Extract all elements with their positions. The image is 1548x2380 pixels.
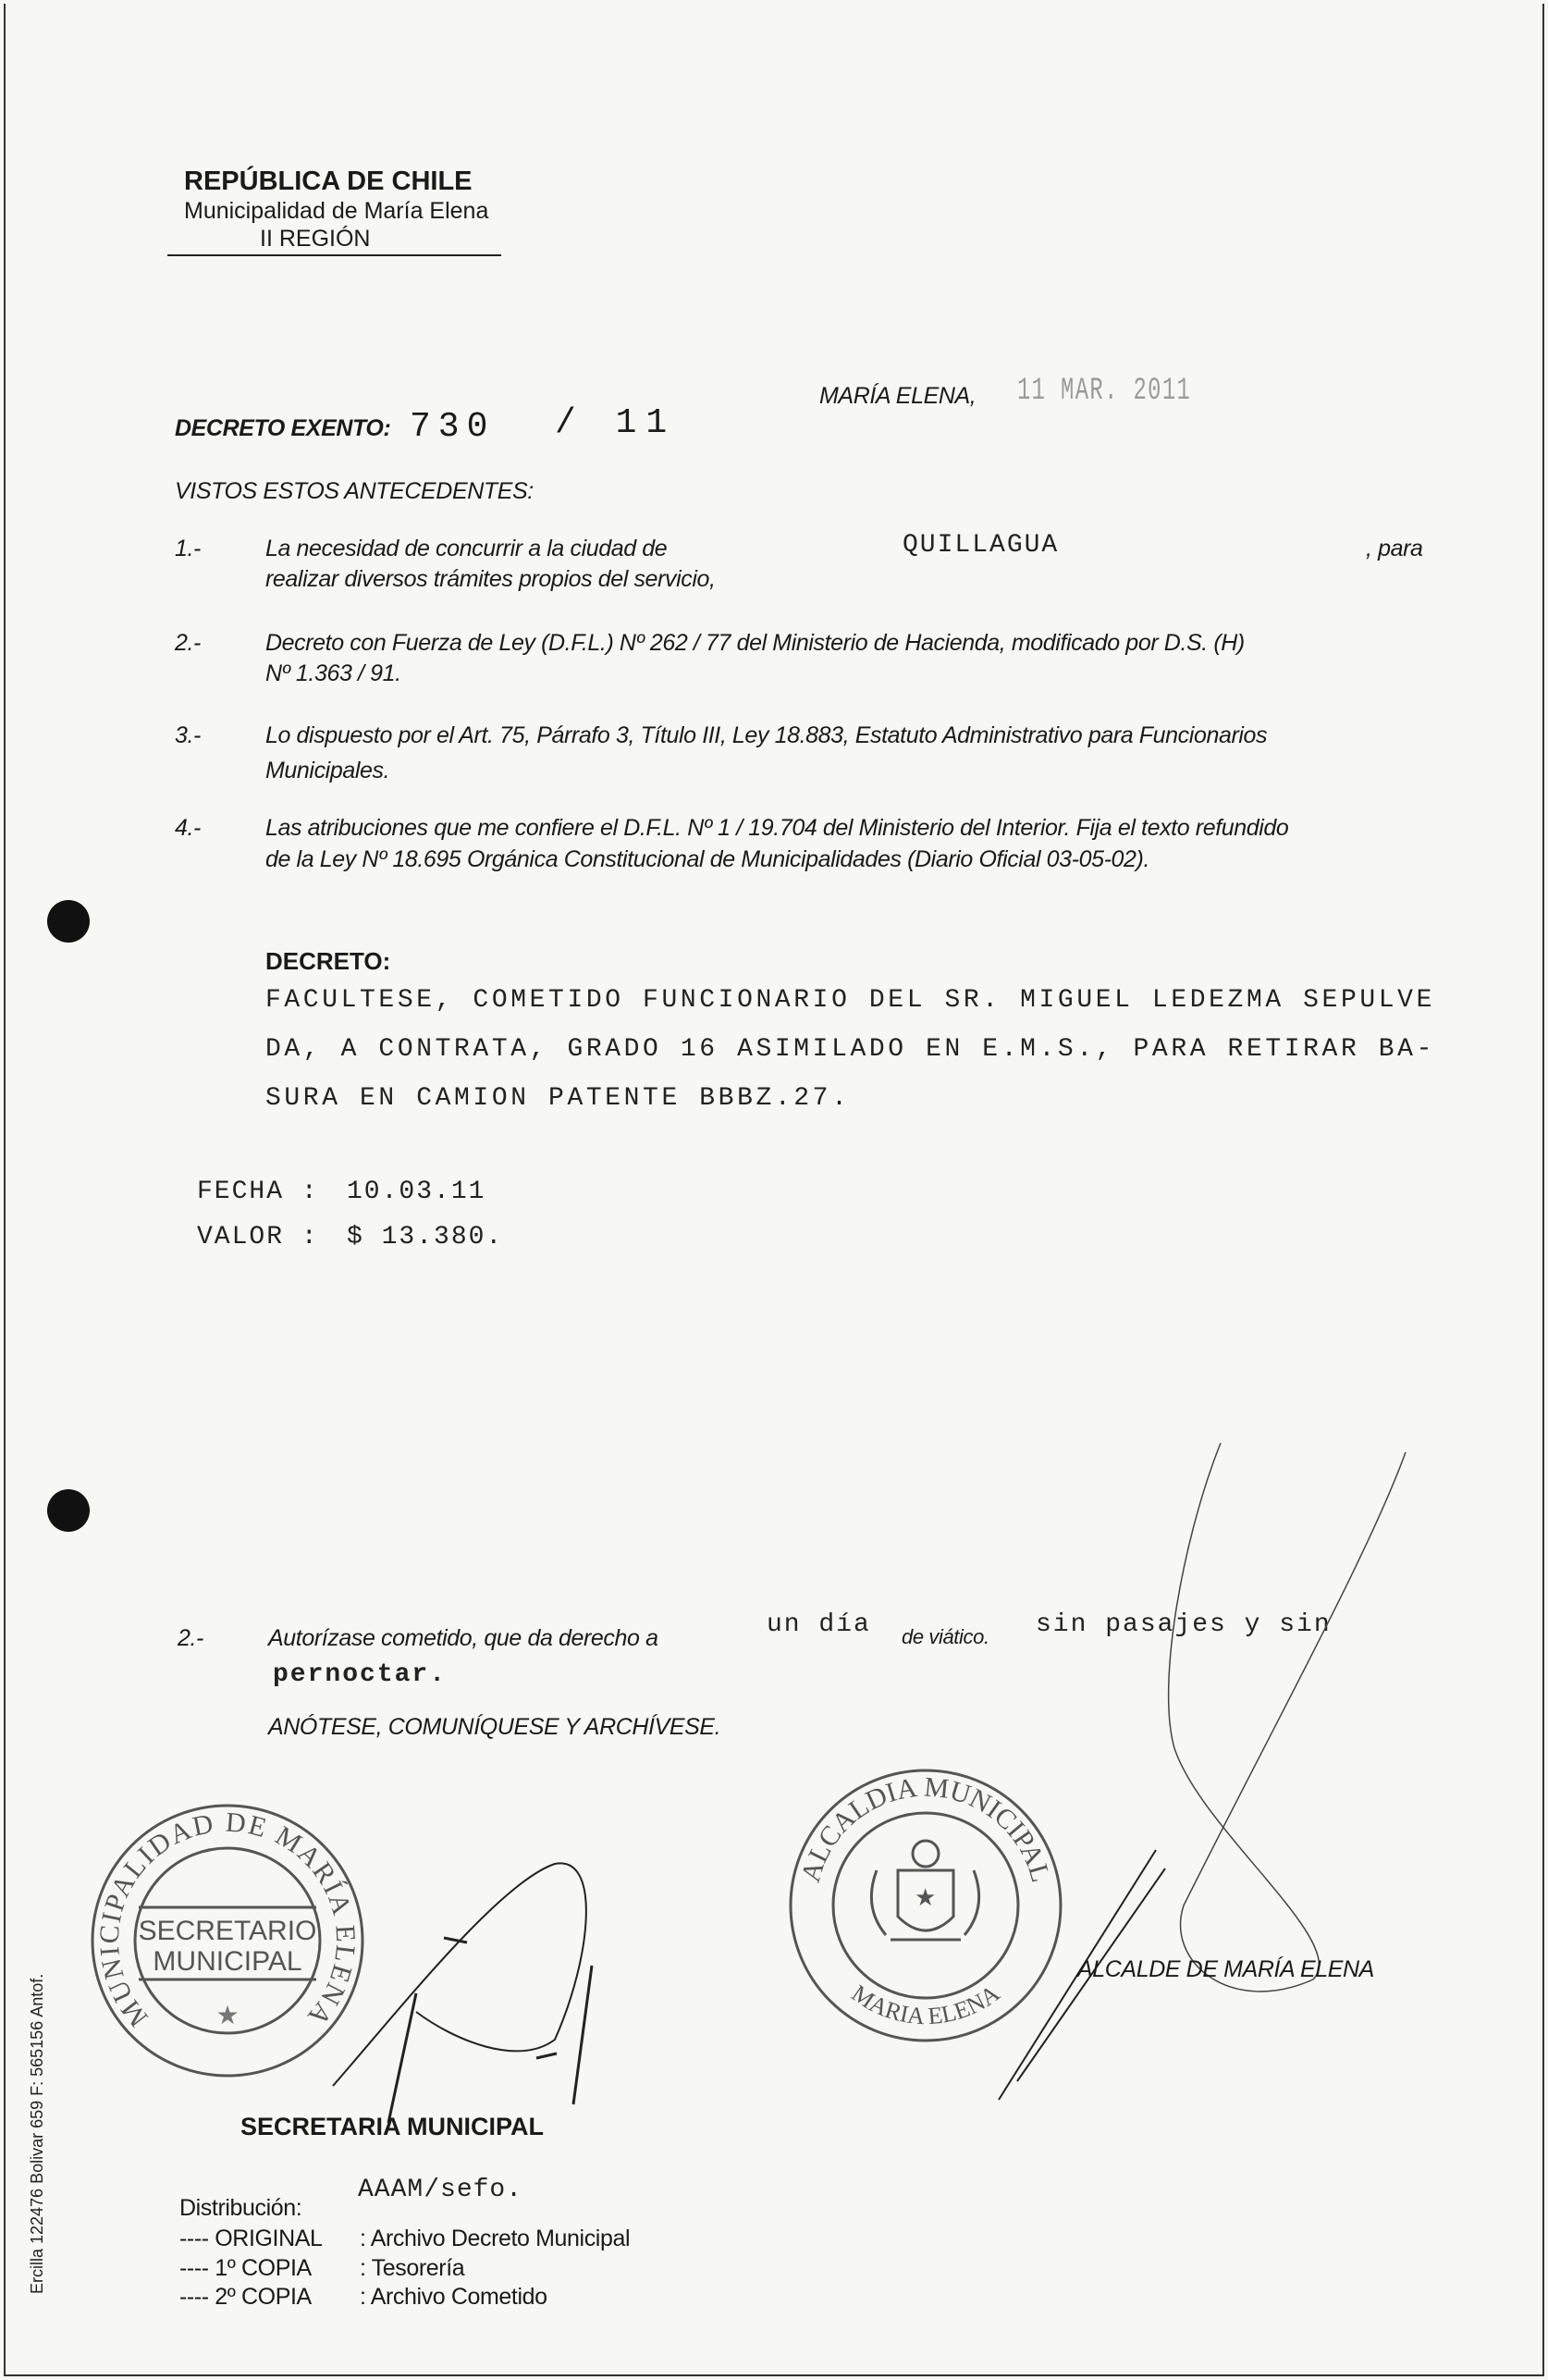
valor-value: $ 13.380.	[347, 1223, 504, 1252]
seal-ring-text: MUNICIPALIDAD DE MARÍA ELENA	[93, 1807, 362, 2033]
header-region: II REGIÓN	[260, 226, 371, 252]
distribution-copy: ---- 2º COPIA	[179, 2284, 312, 2310]
header-country: REPÚBLICA DE CHILE	[184, 166, 473, 196]
distribution-dest: : Archivo Decreto Municipal	[360, 2226, 631, 2251]
seal-center-text: MUNICIPAL	[153, 1946, 302, 1977]
item-text: realizar diversos trámites propios del servicio,	[265, 566, 716, 592]
item-text: La necesidad de concurrir a la ciudad de	[265, 536, 668, 561]
fecha-label: FECHA :	[197, 1178, 319, 1206]
date-stamp: 11 MAR. 2011	[1017, 374, 1192, 409]
mayor-signature	[999, 1443, 1424, 2109]
closing-text: ANÓTESE, COMUNÍQUESE Y ARCHÍVESE.	[268, 1714, 721, 1740]
item2-number: 2.-	[178, 1625, 203, 1651]
decree-year: / 11	[555, 403, 677, 443]
item-text: Nº 1.363 / 91.	[265, 660, 401, 686]
mayor-signature-label: ALCALDE DE MARÍA ELENA	[1077, 1956, 1374, 1982]
decree-number: 730	[410, 407, 496, 447]
secretary-signature	[314, 1827, 610, 2132]
item-text: Municipales.	[265, 758, 390, 783]
item2-text: Autorízase cometido, que da derecho a	[268, 1625, 658, 1651]
seal-ring-text: ALCALDIA MUNICIPAL	[794, 1771, 1056, 1886]
item-number: 3.-	[175, 722, 201, 748]
item-text: , para	[1366, 536, 1423, 561]
item-text: Decreto con Fuerza de Ley (D.F.L.) Nº 262 / 77 del Ministerio de Hacienda, modificado por D.S. (H)	[265, 630, 1245, 656]
destination-city: QUILLAGUA	[903, 531, 1060, 560]
decree-place: MARÍA ELENA,	[819, 383, 977, 409]
distribution-dest: : Archivo Cometido	[360, 2284, 547, 2310]
secretary-signature-label: SECRETARIA MUNICIPAL	[240, 2113, 544, 2140]
decreto-line: DA, A CONTRATA, GRADO 16 ASIMILADO EN E.M.S., PARA RETIRAR BA-	[265, 1035, 1435, 1064]
side-address-text: Ercilla 122476 Bolivar 659 F: 565156 Antof.	[28, 1973, 46, 2294]
coat-of-arms-icon	[871, 1841, 978, 1940]
fecha-value: 10.03.11	[347, 1178, 486, 1206]
seal-center-text: SECRETARIO	[138, 1916, 317, 1946]
item2-line2: pernoctar.	[273, 1660, 448, 1689]
vistos-title: VISTOS ESTOS ANTECEDENTES:	[175, 478, 534, 504]
distribution-copy: ---- ORIGINAL	[179, 2226, 323, 2251]
star-icon: ★	[215, 2001, 240, 2029]
distribution-initials: AAAM/sefo.	[358, 2176, 523, 2204]
header-municipality: Municipalidad de María Elena	[184, 198, 489, 224]
item2-viatico: de viático.	[902, 1625, 989, 1648]
item2-extra: sin pasajes y sin	[1036, 1610, 1332, 1639]
punch-hole	[47, 900, 90, 943]
decreto-line: FACULTESE, COMETIDO FUNCIONARIO DEL SR. MIGUEL LEDEZMA SEPULVE	[265, 986, 1435, 1015]
distribution-label: Distribución:	[179, 2195, 302, 2221]
header-divider	[167, 254, 501, 256]
seal-ring-text: MARIA ELENA	[846, 1979, 1005, 2030]
item-text: Lo dispuesto por el Art. 75, Párrafo 3, Título III, Ley 18.883, Estatuto Administrativo para Funcionarios	[265, 722, 1268, 748]
item2-days: un día	[767, 1610, 871, 1639]
item-text: de la Ley Nº 18.695 Orgánica Constitucional de Municipalidades (Diario Oficial 03-05-02).	[265, 846, 1150, 872]
decreto-line: SURA EN CAMION PATENTE BBBZ.27.	[265, 1084, 851, 1113]
distribution-copy: ---- 1º COPIA	[179, 2255, 312, 2281]
distribution-dest: : Tesorería	[360, 2255, 465, 2281]
decreto-title: DECRETO:	[265, 947, 391, 975]
decree-label: DECRETO EXENTO:	[175, 415, 391, 441]
item-number: 4.-	[175, 815, 201, 841]
punch-hole	[47, 1489, 90, 1532]
item-number: 2.-	[175, 630, 201, 656]
svg-text:★: ★	[915, 1883, 937, 1911]
item-number: 1.-	[175, 536, 201, 561]
svg-text:MARIA ELENA	[847, 1979, 1005, 2029]
valor-label: VALOR :	[197, 1223, 319, 1252]
item-text: Las atribuciones que me confiere el D.F.L. Nº 1 / 19.704 del Ministerio del Interior. Fija el texto refundido	[265, 815, 1289, 841]
